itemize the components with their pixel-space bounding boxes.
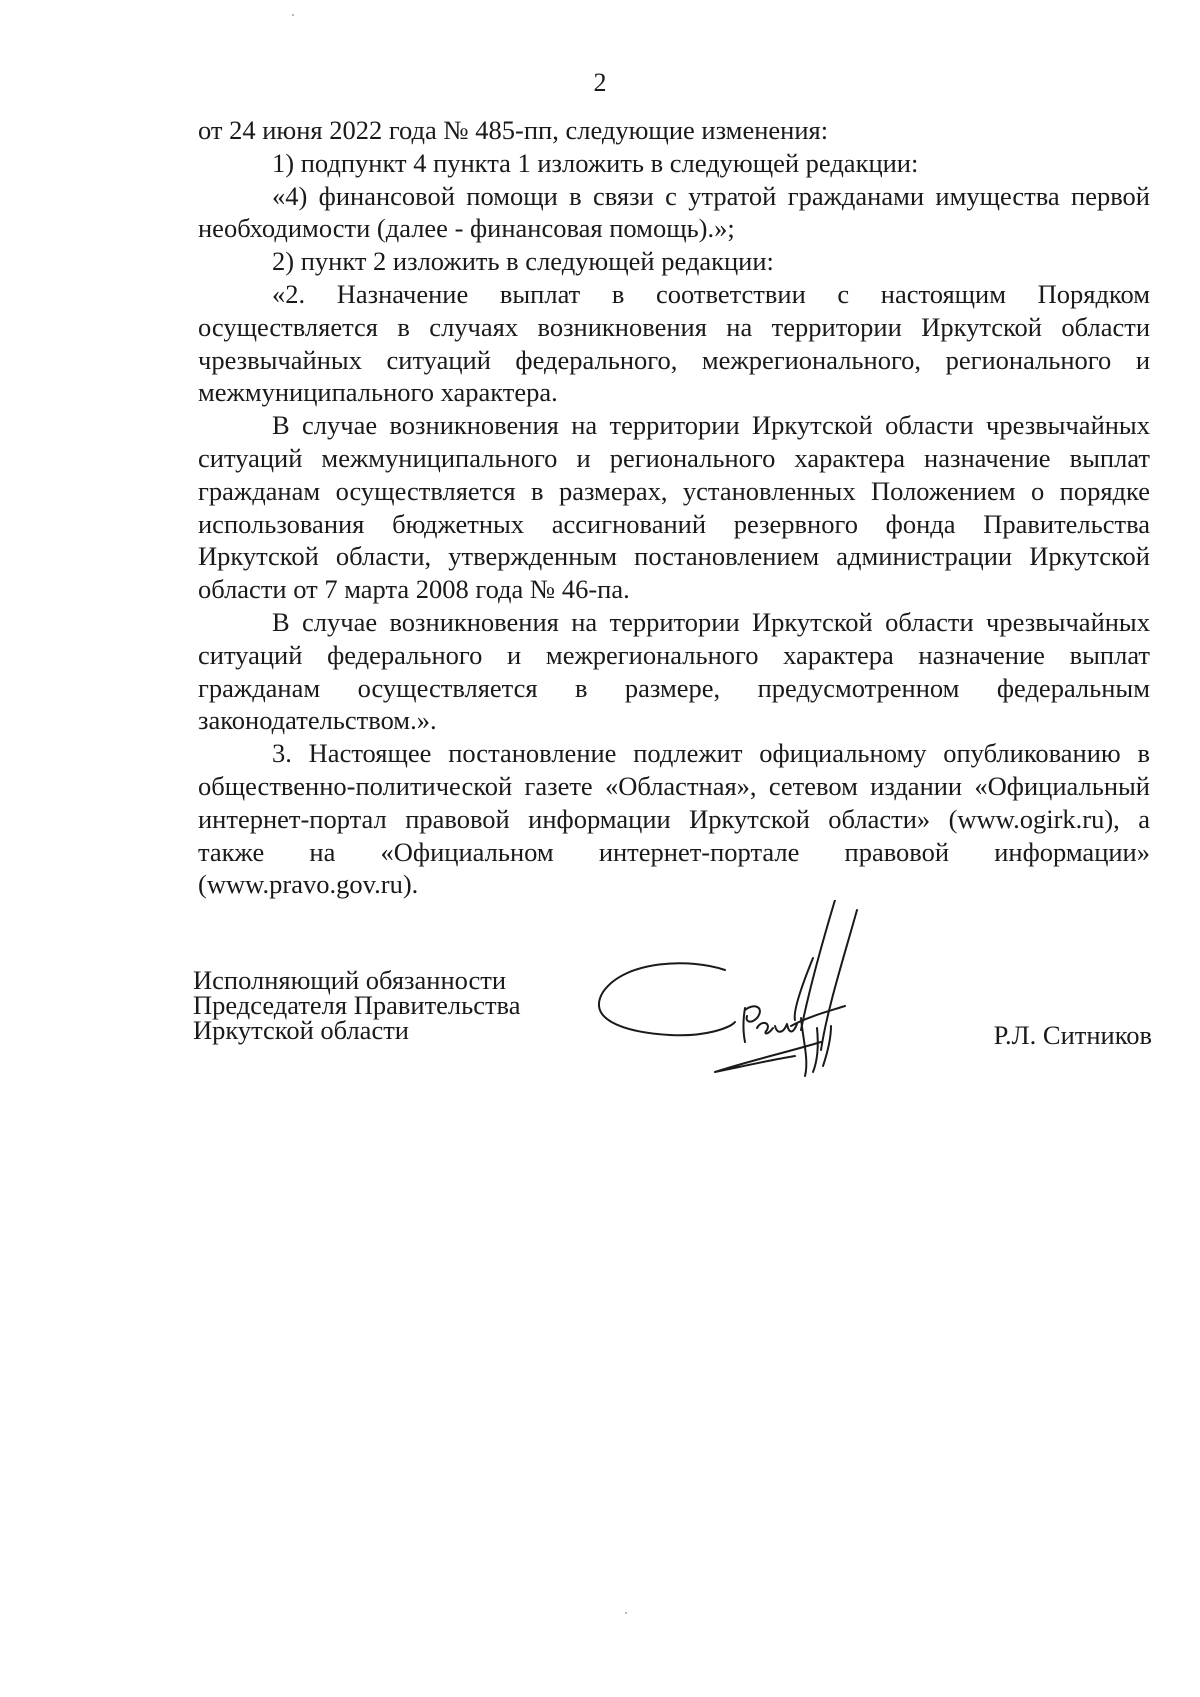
handwritten-signature (595, 900, 915, 1090)
paragraph: 2) пункт 2 изложить в следующей редакции: (272, 246, 774, 277)
paragraph: 3. Настоящее постановление подлежит официальному опубликованию в общественно-политической газете «Областная», сетевом издании «Официальный интернет-портал правовой информации Иркутской области» (www.ogirk.ru), а также на «Официальном интернет-портале правовой информации» (www.pravo.gov.ru). (198, 738, 1150, 900)
paragraph: В случае возникновения на территории Иркутской области чрезвычайных ситуаций федерального и межрегионального характера назначение выплат гражданам осуществляется в размере, предусмотренном федеральным законодательством.». (198, 606, 1150, 736)
signatory-position-line: Председателя Правительства (193, 990, 521, 1020)
paragraph: 1) подпункт 4 пункта 1 изложить в следующей редакции: (272, 147, 919, 178)
scan-artifact (625, 1612, 627, 1614)
page-number: 2 (593, 68, 607, 97)
paragraph: «2. Назначение выплат в соответствии с настоящим Порядком осуществляется в случаях возникновения на территории Иркутской области чрезвычайных ситуаций федерального, межрегионального, регионального и межмуниципального характера. (198, 278, 1150, 408)
signatory-name: Р.Л. Ситников (993, 1020, 1152, 1050)
paragraph: В случае возникновения на территории Иркутской области чрезвычайных ситуаций межмуниципального и регионального характера назначение выплат гражданам осуществляется в размерах, установленных Положением о порядке использования бюджетных ассигнований резервного фонда Правительства Иркутской области, утвержденным постановлением администрации Иркутской области от 7 марта 2008 года № 46-па. (198, 410, 1150, 605)
paragraph: «4) финансовой помощи в связи с утратой гражданами имущества первой необходимости (далее - финансовая помощь).»; (198, 180, 1150, 244)
scan-artifact (292, 14, 294, 16)
signatory-position (193, 965, 521, 1045)
document-body (198, 114, 1150, 901)
paragraph: от 24 июня 2022 года № 485-пп, следующие изменения: (198, 115, 829, 145)
signatory-position-line: Исполняющий обязанности (193, 965, 507, 995)
signatory-position-line: Иркутской области (193, 1015, 409, 1045)
